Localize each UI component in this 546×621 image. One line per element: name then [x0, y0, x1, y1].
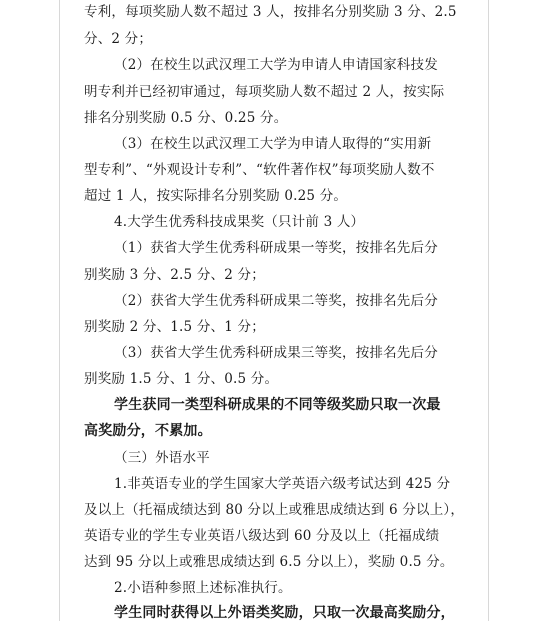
text-line: （3）获省大学生优秀科研成果三等奖，按排名先后分 [114, 345, 438, 361]
text-line: 排名分别奖励 0.5 分、0.25 分。 [84, 110, 288, 126]
text-line: 分、2 分； [84, 31, 153, 47]
text-line: 明专利并已经初审通过，每项奖励人数不超过 2 人，按实际 [84, 84, 445, 100]
right-margin-rule [488, 0, 489, 621]
text-line: 别奖励 2 分、1.5 分、1 分； [84, 319, 265, 335]
text-line: 1.非英语专业的学生国家大学英语六级考试达到 425 分 [114, 476, 451, 492]
text-line: 别奖励 3 分、2.5 分、2 分； [84, 267, 265, 283]
text-line: （2）在校生以武汉理工大学为申请人申请国家科技发 [114, 57, 438, 73]
left-margin-rule [59, 0, 60, 621]
text-line: 达到 95 分以上或雅思成绩达到 6.5 分以上），奖励 0.5 分。 [84, 554, 454, 570]
text-line: 超过 1 人，按实际排名分别奖励 0.25 分。 [84, 188, 348, 204]
text-line: 2.小语种参照上述标准执行。 [114, 580, 292, 596]
text-line: 英语专业的学生专业英语八级达到 60 分及以上（托福成绩 [84, 528, 440, 544]
bold-note: 学生获同一类型科研成果的不同等级奖励只取一次最 [114, 397, 441, 413]
text-line: （3）在校生以武汉理工大学为申请人取得的“实用新 [114, 136, 432, 152]
bold-note: 学生同时获得以上外语类奖励，只取一次最高奖励分， [114, 605, 455, 621]
bold-note: 高奖励分，不累加。 [84, 423, 212, 439]
text-line: 型专利”、“外观设计专利”、“软件著作权”每项奖励人数不 [84, 162, 435, 178]
section-heading: 4.大学生优秀科技成果奖（只计前 3 人） [114, 214, 365, 230]
text-line: 专利，每项奖励人数不超过 3 人，按排名分别奖励 3 分、2.5 [84, 4, 457, 20]
text-line: 别奖励 1.5 分、1 分、0.5 分。 [84, 371, 279, 387]
text-line: （1）获省大学生优秀科研成果一等奖，按排名先后分 [114, 240, 438, 256]
section-heading: （三）外语水平 [114, 450, 210, 466]
text-line: 及以上（托福成绩达到 80 分以上或雅思成绩达到 6 分以上）， [84, 502, 465, 518]
text-line: （2）获省大学生优秀科研成果二等奖，按排名先后分 [114, 293, 438, 309]
